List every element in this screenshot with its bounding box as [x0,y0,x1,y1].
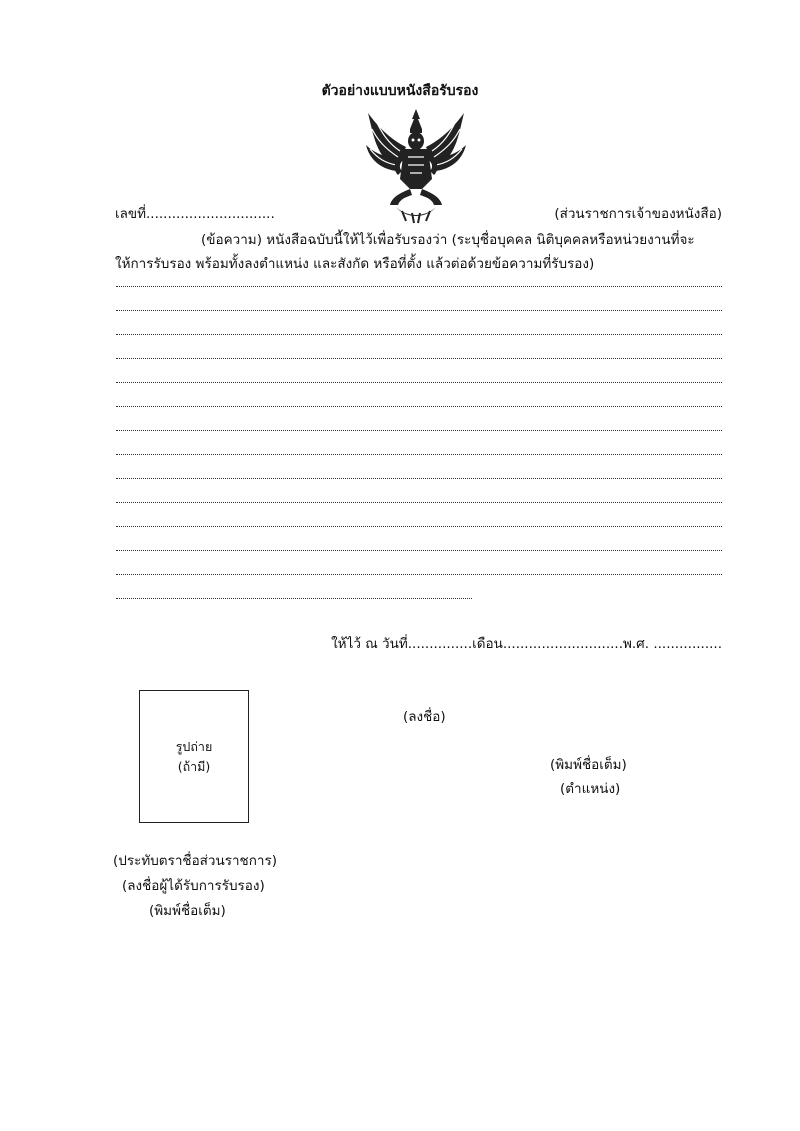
recipient-signature-label: (ลงชื่อผู้ได้รับการรับรอง) [122,878,265,894]
owner-agency: (ส่วนราชการเจ้าของหนังสือ) [554,206,722,222]
dotted-line [116,454,722,455]
dotted-line [116,382,722,383]
body-text: (ข้อความ) หนังสือฉบับนี้ให้ไว้เพื่อรับรองว่า (ระบุชื่อบุคคล นิติบุคคลหรือหน่วยงานที่จะให้การรับรอง พร้อมทั้งลงตำแหน่ง และสังกัด หรือที่ตั้ง แล้วต่อด้วยข้อความที่รับรอง) [115,232,695,272]
date-line: ให้ไว้ ณ วันที่...............เดือน............................พ.ศ. ................ [331,636,722,652]
reference-number: เลขที่.............................. [115,206,275,222]
dotted-line [116,598,472,599]
position-label: (ตำแหน่ง) [560,781,621,797]
dotted-line [116,550,722,551]
agency-stamp-label: (ประทับตราชื่อส่วนราชการ) [113,853,277,869]
dotted-line [116,358,722,359]
signature-label: (ลงชื่อ) [403,709,446,725]
dotted-line [116,574,722,575]
photo-optional-label: (ถ้ามี) [177,758,211,774]
dotted-line [116,334,722,335]
full-name-label: (พิมพ์ชื่อเต็ม) [550,757,627,773]
dotted-line [116,502,722,503]
dotted-line [116,310,722,311]
garuda-emblem-icon [356,107,476,225]
dotted-line [116,430,722,431]
dotted-line [116,406,722,407]
document-title: ตัวอย่างแบบหนังสือรับรอง [321,83,479,99]
photo-label: รูปถ่าย [175,738,213,754]
dotted-line [116,478,722,479]
dotted-line [116,286,722,287]
recipient-full-name-label: (พิมพ์ชื่อเต็ม) [149,903,226,919]
photo-box [139,690,249,823]
dotted-line [116,526,722,527]
